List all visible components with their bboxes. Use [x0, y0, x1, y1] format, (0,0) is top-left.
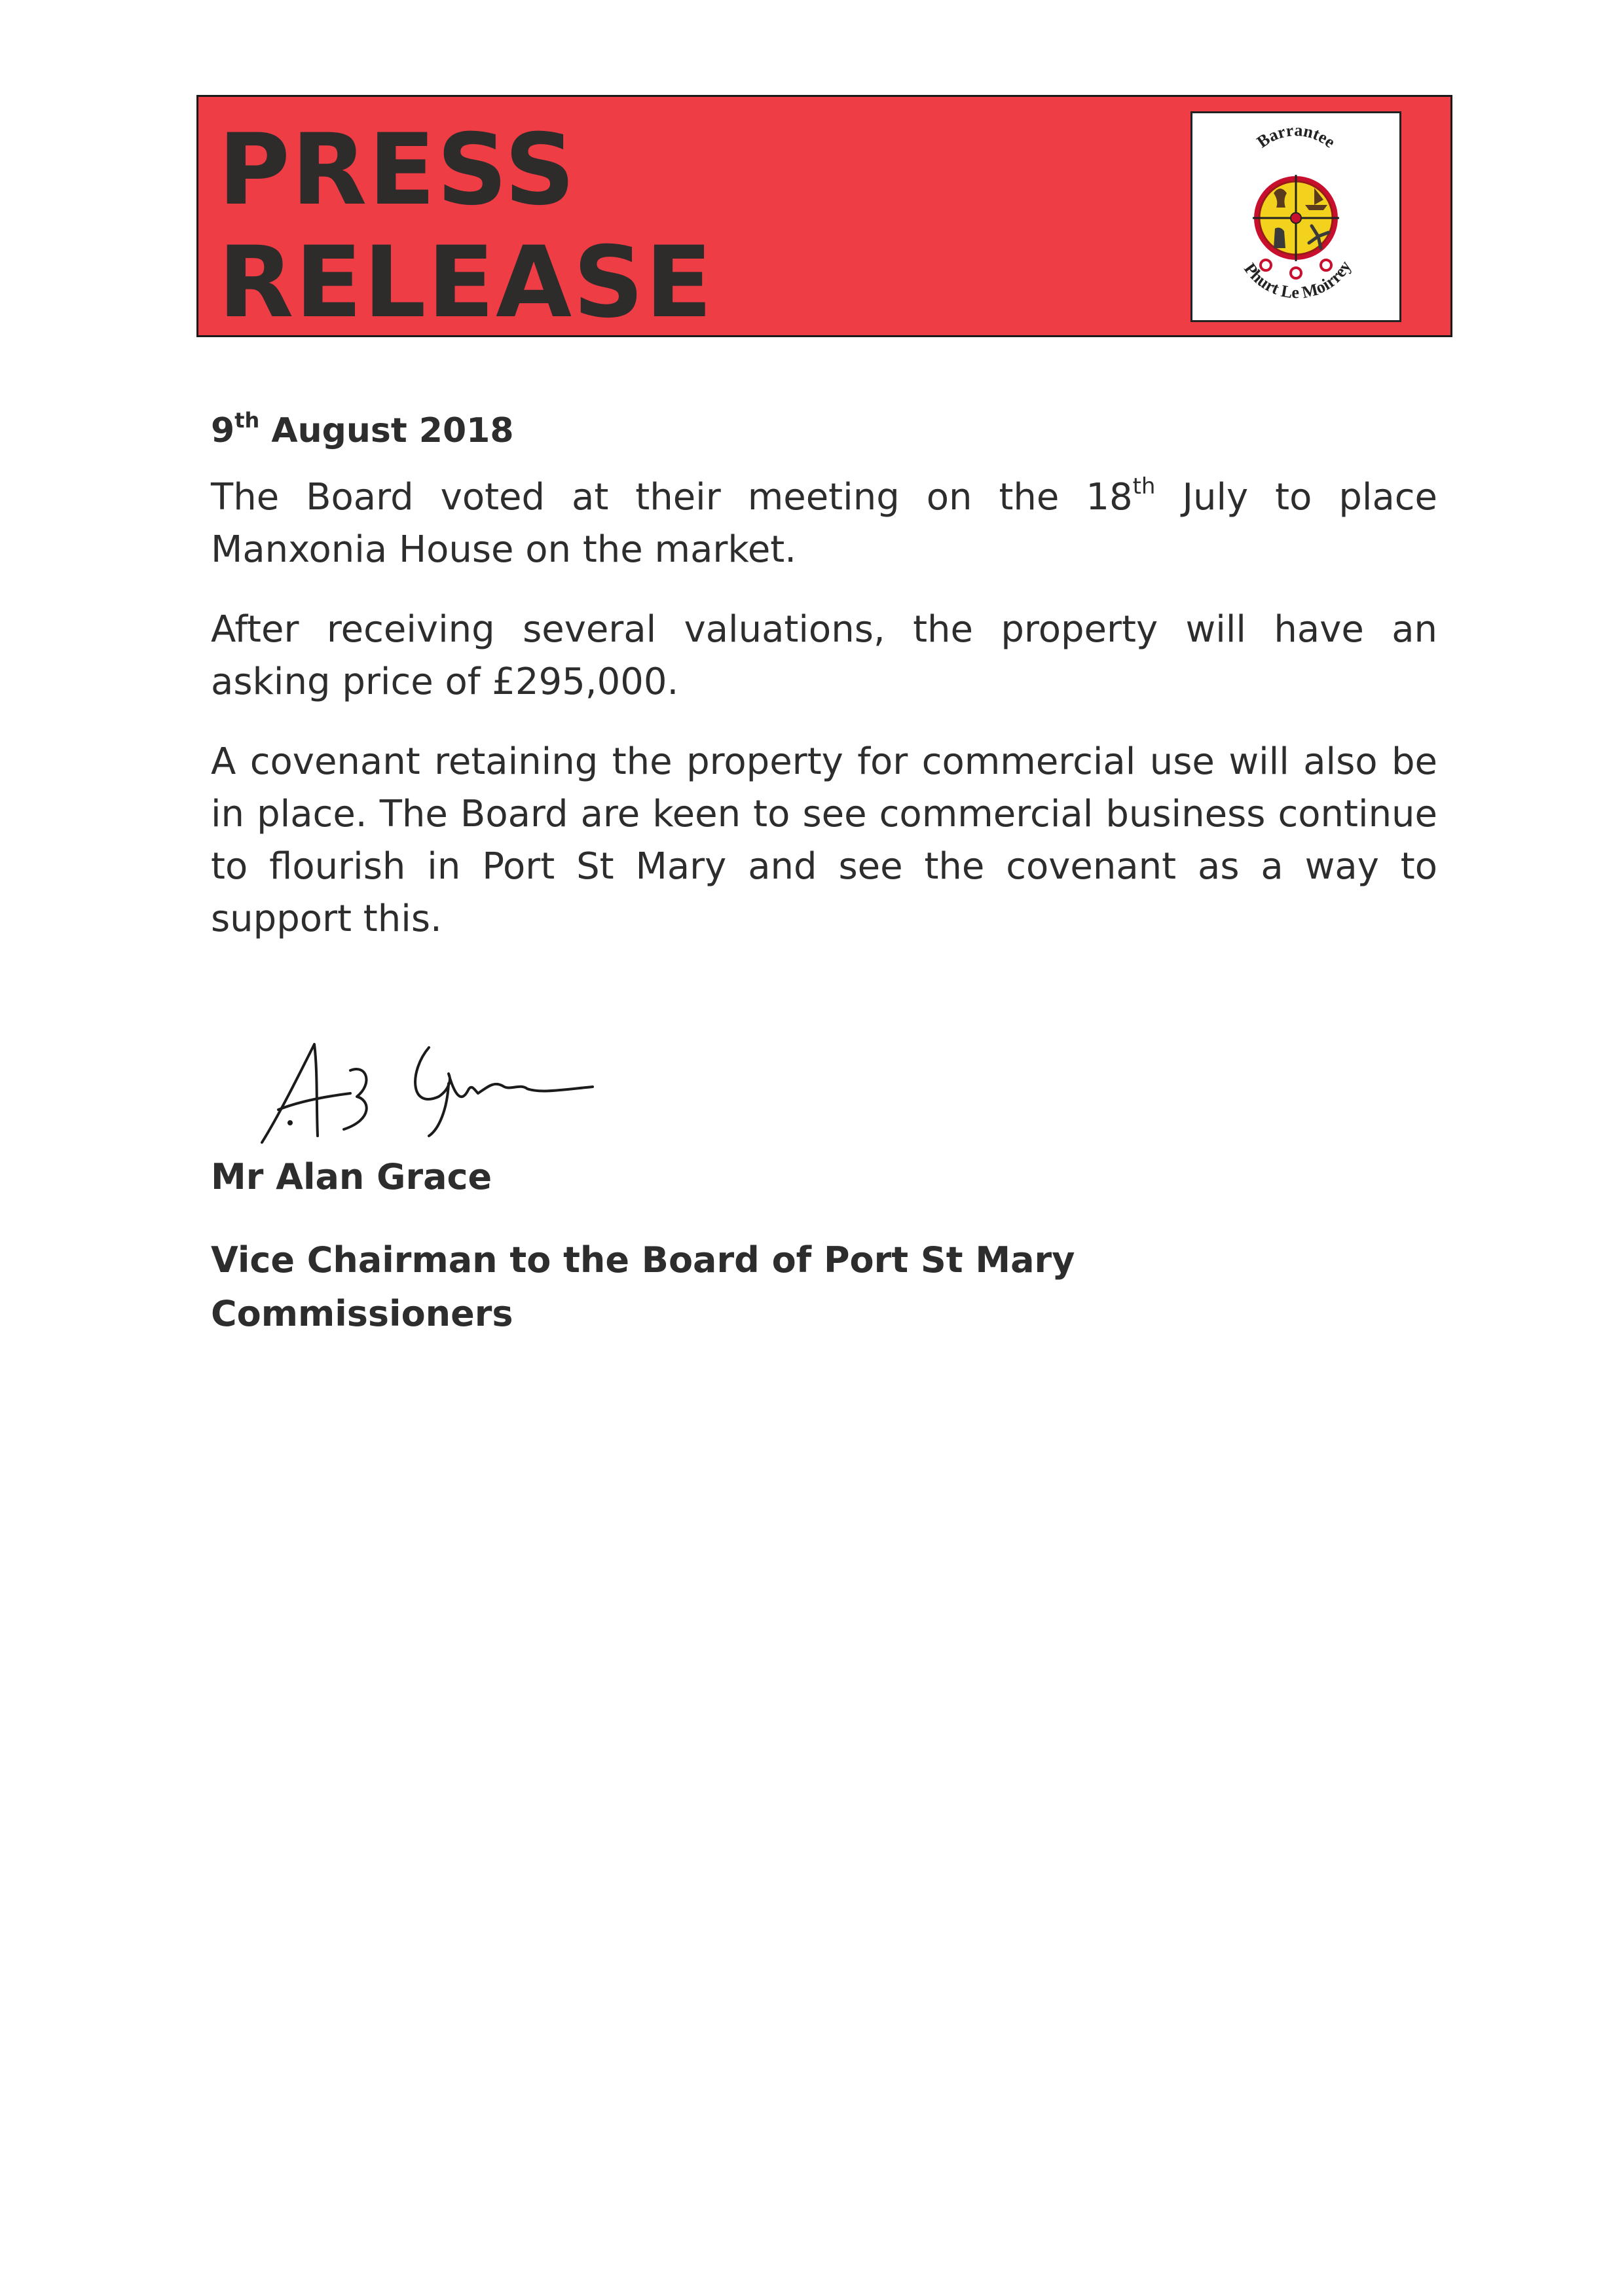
paragraph-board-vote-suffix: th [1132, 473, 1156, 500]
press-release-body [211, 398, 1437, 973]
paragraph-board-vote [211, 471, 1437, 576]
release-date [211, 398, 1437, 464]
paragraph-board-vote-part-1: The Board voted at their meeting on the 18 [211, 476, 1133, 519]
banner-title-line-2: RELEASE [218, 226, 714, 340]
signatory-name: Mr Alan Grace [211, 1156, 492, 1197]
crest-emblem [1253, 175, 1339, 278]
logo-top-text: Barrantee [1253, 120, 1339, 152]
logo-bottom-text: Phurt Le Moirrey [1240, 257, 1356, 302]
date-day: 9 [211, 411, 235, 450]
paragraph-board-vote-part-2: July to place Manxonia House on the market. [211, 476, 1438, 571]
paragraph-asking-price: After receiving several valuations, the property will have an asking price of £295,000. [211, 608, 1437, 703]
signatory-role: Vice Chairman to the Board of Port St Mary Commissioners [211, 1239, 1075, 1334]
crest-logo-box [1190, 111, 1401, 322]
handwritten-signature-icon [252, 1025, 671, 1156]
date-suffix: th [234, 408, 260, 433]
crest-logo-icon [1192, 113, 1399, 320]
banner-title [218, 114, 714, 339]
paragraph-covenant: A covenant retaining the property for commercial use will also be in place. The Board are keen to see commercial business continue to flourish in Port St Mary and see the covenant as a way to support this. [211, 740, 1437, 940]
banner-title-line-1: PRESS [218, 113, 577, 227]
date-month-year: August 2018 [259, 411, 514, 450]
press-release-banner [196, 95, 1452, 340]
